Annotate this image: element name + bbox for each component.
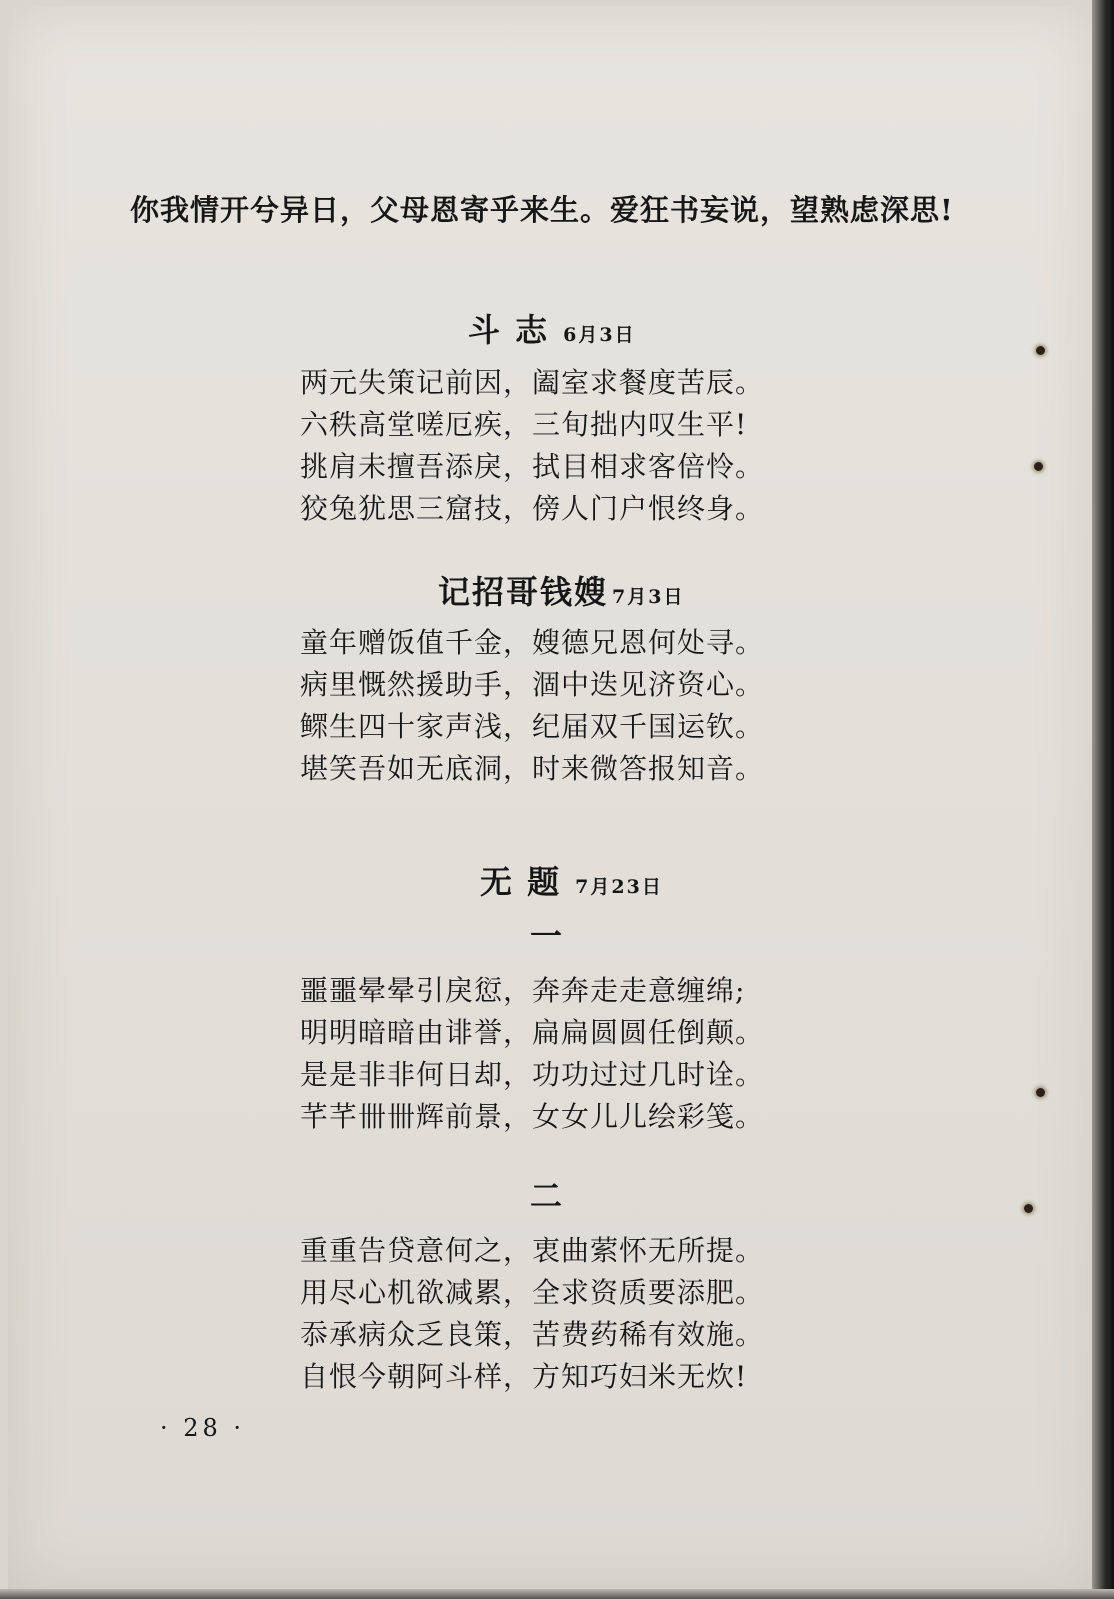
poem-line: 鳏生四十家声浅，纪届双千国运钦。 <box>300 710 765 743</box>
poem-line: 堪笑吾如无底洞，时来微答报知音。 <box>300 752 765 785</box>
section-number-1: 一 <box>530 917 563 955</box>
poem-stanza-wuti-2 <box>300 1230 764 1398</box>
poem-stanza-douzhi <box>300 362 764 530</box>
poem-stanza-zhaoge <box>300 622 764 790</box>
poem-line: 六秩高堂嗟厄疾，三旬拙内叹生平! <box>300 408 748 441</box>
poem-stanza-wuti-1 <box>300 970 764 1138</box>
poem-date: 6月3日 <box>563 324 636 346</box>
poem-date: 7月3日 <box>612 586 685 608</box>
poem-line: 童年赠饭值千金，嫂德兄恩何处寻。 <box>300 626 765 659</box>
poem-line: 自恨今朝阿斗样，方知巧妇米无炊! <box>300 1360 748 1393</box>
page-bottom-edge <box>0 1589 1114 1599</box>
poem-line: 挑肩未擅吾添戾，拭目相求客倍怜。 <box>300 450 765 483</box>
poem-line: 是是非非何日却，功功过过几时诠。 <box>300 1058 765 1091</box>
intro-paragraph: 你我情开兮异日，父母恩寄乎来生。爱狂书妄说，望熟虑深思! <box>130 193 954 227</box>
poem-line: 重重告贷意何之，衷曲萦怀无所提。 <box>300 1234 765 1267</box>
poem-line: 噩噩晕晕引戾愆，奔奔走走意缠绵; <box>300 974 746 1007</box>
poem-title-douzhi <box>468 310 636 355</box>
poem-line: 狡兔犹思三窟技，傍人门户恨终身。 <box>300 492 765 525</box>
poem-title-text: 记招哥钱嫂 <box>438 573 609 611</box>
poem-title-zhaoge <box>438 572 684 617</box>
binding-hole-mark <box>1024 1204 1033 1213</box>
poem-date: 7月23日 <box>575 876 663 898</box>
page-number: · 28 · <box>160 1414 246 1442</box>
poem-line: 忝承病众乏良策，苦费药稀有效施。 <box>300 1318 765 1351</box>
poem-line: 明明暗暗由诽誉，扁扁圆圆任倒颠。 <box>300 1016 765 1049</box>
poem-line: 病里慨然援助手，涸中迭见济资心。 <box>300 668 765 701</box>
poem-title-text: 斗 志 <box>468 311 550 349</box>
binding-hole-mark <box>1034 462 1043 471</box>
binding-hole-mark <box>1036 346 1045 355</box>
poem-line: 两元失策记前因，阖室求餐度苦辰。 <box>300 366 765 399</box>
poem-line: 用尽心机欲减累，全求资质要添肥。 <box>300 1276 765 1309</box>
page-edge-shadow <box>1092 0 1114 1599</box>
poem-title-text: 无 题 <box>480 863 562 901</box>
poem-title-wuti <box>480 862 663 907</box>
section-number-2: 二 <box>530 1177 563 1215</box>
binding-hole-mark <box>1036 1088 1045 1097</box>
poem-line: 芊芊卌卌辉前景，女女儿儿绘彩笺。 <box>300 1100 765 1133</box>
